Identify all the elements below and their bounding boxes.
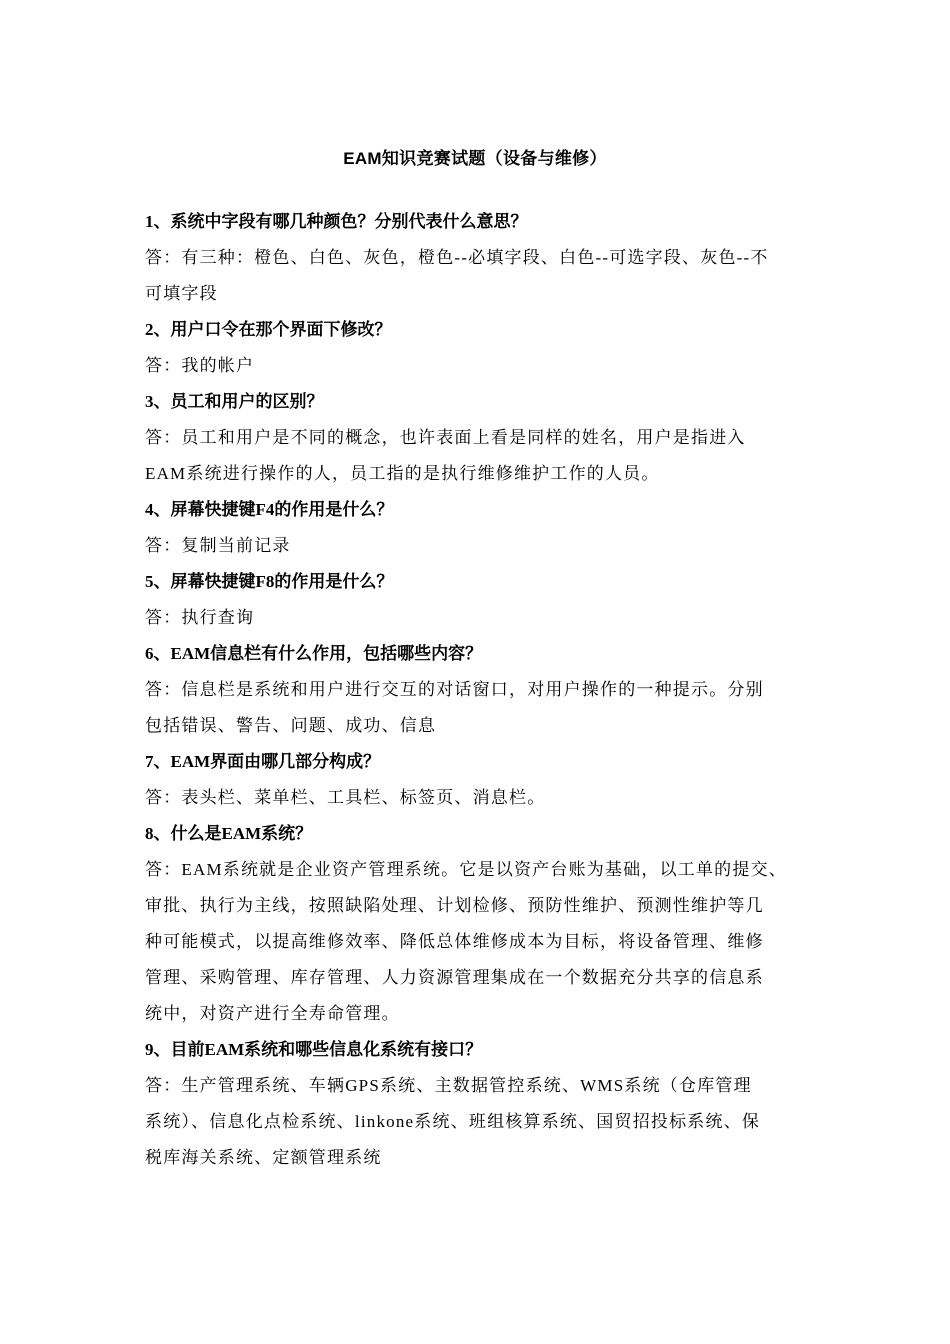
qa-item-8 — [145, 816, 825, 1032]
answer-8-line-4: 管理、采购管理、库存管理、人力资源管理集成在一个数据充分共享的信息系 — [145, 968, 764, 987]
question-4: 4、屏幕快捷键F4的作用是什么？ — [145, 500, 394, 519]
qa-item-3 — [145, 384, 825, 492]
qa-item-4 — [145, 492, 825, 564]
qa-list — [145, 204, 825, 1176]
question-1: 1、系统中字段有哪几种颜色？分别代表什么意思？ — [145, 212, 528, 231]
answer-5-line-1: 答：执行查询 — [145, 608, 255, 627]
answer-7-line-1: 答：表头栏、菜单栏、工具栏、标签页、消息栏。 — [145, 788, 546, 807]
answer-8-line-1: 答：EAM系统就是企业资产管理系统。它是以资产台账为基础，以工单的提交、 — [145, 860, 787, 879]
question-3: 3、员工和用户的区别？ — [145, 392, 324, 411]
document-title: EAM知识竞赛试题（设备与维修） — [343, 149, 607, 168]
qa-item-6 — [145, 636, 825, 744]
answer-1-line-1: 答：有三种：橙色、白色、灰色，橙色--必填字段、白色--可选字段、灰色--不 — [145, 248, 769, 267]
answer-2-line-1: 答：我的帐户 — [145, 356, 255, 375]
answer-8-line-2: 审批、执行为主线，按照缺陷处理、计划检修、预防性维护、预测性维护等几 — [145, 896, 764, 915]
answer-3-line-1: 答：员工和用户是不同的概念，也许表面上看是同样的姓名，用户是指进入 — [145, 428, 746, 447]
qa-item-1 — [145, 204, 825, 312]
answer-9-line-3: 税库海关系统、定额管理系统 — [145, 1148, 382, 1167]
answer-6-line-1: 答：信息栏是系统和用户进行交互的对话窗口，对用户操作的一种提示。分别 — [145, 680, 764, 699]
qa-item-5 — [145, 564, 825, 636]
answer-8-line-5: 统中，对资产进行全寿命管理。 — [145, 1004, 400, 1023]
qa-item-2 — [145, 312, 825, 384]
question-2: 2、用户口令在那个界面下修改？ — [145, 320, 392, 339]
question-7: 7、EAM界面由哪几部分构成？ — [145, 752, 381, 771]
question-9: 9、目前EAM系统和哪些信息化系统有接口？ — [145, 1040, 483, 1059]
question-5: 5、屏幕快捷键F8的作用是什么？ — [145, 572, 394, 591]
question-6: 6、EAM信息栏有什么作用，包括哪些内容？ — [145, 644, 483, 663]
qa-item-9 — [145, 1032, 825, 1176]
answer-3-line-2: EAM系统进行操作的人，员工指的是执行维修维护工作的人员。 — [145, 464, 660, 483]
qa-item-7 — [145, 744, 825, 816]
question-8: 8、什么是EAM系统？ — [145, 824, 313, 843]
answer-4-line-1: 答：复制当前记录 — [145, 536, 291, 555]
answer-8-line-3: 种可能模式，以提高维修效率、降低总体维修成本为目标，将设备管理、维修 — [145, 932, 764, 951]
answer-1-line-2: 可填字段 — [145, 284, 218, 303]
answer-6-line-2: 包括错误、警告、问题、成功、信息 — [145, 716, 437, 735]
answer-9-line-1: 答：生产管理系统、车辆GPS系统、主数据管控系统、WMS系统（仓库管理 — [145, 1076, 752, 1095]
answer-9-line-2: 系统）、信息化点检系统、linkone系统、班组核算系统、国贸招投标系统、保 — [145, 1112, 761, 1131]
